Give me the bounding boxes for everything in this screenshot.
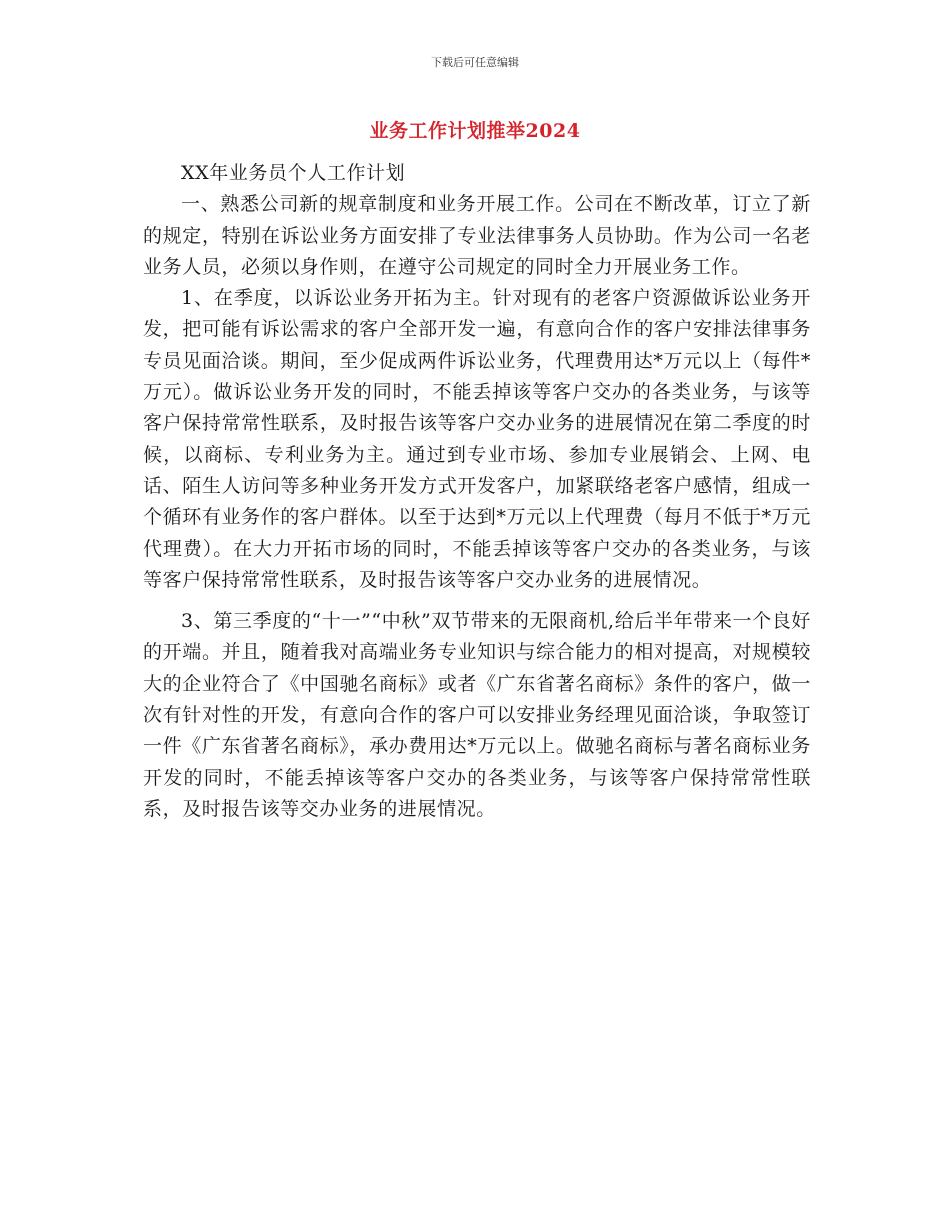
paragraph-item-three: 3、第三季度的“十一”“中秋”双节带来的无限商机,给后半年带来一个良好的开端。并且，随着我对高端业务专业知识与综合能力的相对提高，对规模较大的企业符合了《中国驰名商标》或者《广东省著名商标》条件的客户，做一次有针对性的开发，有意向合作的客户可以安排业务经理见面洽谈，争取签订一件《广东省著名商标》，承办费用达*万元以上。做驰名商标与著名商标业务开发的同时，不能丢掉该等客户交办的各类业务，与该等客户保持常常性联系，及时报告该等交办业务的进展情况。	[143, 610, 811, 820]
document-title: 业务工作计划推举2024	[369, 120, 581, 142]
paragraph-item-one: 1、在季度，以诉讼业务开拓为主。针对现有的老客户资源做诉讼业务开发，把可能有诉讼需求的客户全部开发一遍，有意向合作的客户安排法律事务专员见面洽谈。期间，至少促成两件诉讼业务，代理费用达*万元以上（每件*万元）。做诉讼业务开发的同时，不能丢掉该等客户交办的各类业务，与该等客户保持常常性联系，及时报告该等客户交办业务的进展情况在第二季度的时候，以商标、专利业务为主。通过到专业市场、参加专业展销会、上网、电话、陌生人访问等多种业务开发方式开发客户，加紧联络老客户感情，组成一个循环有业务作的客户群体。以至于达到*万元以上代理费（每月不低于*万元代理费）。在大力开拓市场的同时，不能丢掉该等客户交办的各类业务，与该等客户保持常常性联系，及时报告该等客户交办业务的进展情况。	[143, 287, 811, 591]
paragraph-section-one: 一、熟悉公司新的规章制度和业务开展工作。公司在不断改革，订立了新的规定，特别在诉讼业务方面安排了专业法律事务人员协助。作为公司一名老业务人员，必须以身作则，在遵守公司规定的同时全力开展业务工作。	[143, 193, 811, 278]
page-header: 下载后可任意编辑	[431, 56, 519, 69]
paragraph-subtitle: XX年业务员个人工作计划	[181, 162, 406, 184]
document-body	[143, 158, 811, 825]
